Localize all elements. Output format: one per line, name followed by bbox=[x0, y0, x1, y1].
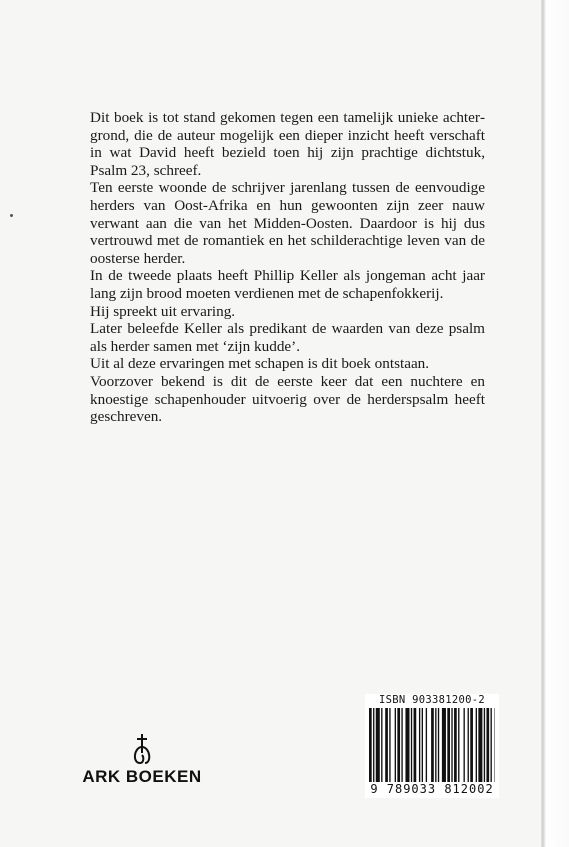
ean-digits: 9 789033 812002 bbox=[370, 782, 494, 796]
print-speck bbox=[10, 214, 13, 217]
barcode-bar bbox=[435, 708, 436, 782]
barcode-bar bbox=[385, 708, 388, 782]
barcode-bar bbox=[442, 708, 446, 782]
barcode-bar bbox=[484, 708, 485, 782]
barcode-bar bbox=[389, 708, 390, 782]
blurb-paragraph-4: Hij spreekt uit ervaring. bbox=[90, 302, 236, 320]
barcode-bar bbox=[491, 708, 492, 782]
barcode-bar bbox=[381, 708, 382, 782]
barcode-bar bbox=[470, 708, 473, 782]
barcode-bar bbox=[447, 708, 450, 782]
ark-anchor-logo-icon bbox=[129, 733, 155, 765]
blurb-paragraph-3: In de tweede plaats heeft Phillip Keller als jongeman acht jaar lang zijn brood moeten verdienen met de schapenfokkerij. bbox=[90, 267, 485, 302]
barcode-bar bbox=[373, 708, 374, 782]
barcode-bar bbox=[405, 708, 409, 782]
blurb-paragraph-6: Uit al deze ervaringen met schapen is dit boek ontstaan. bbox=[90, 355, 430, 373]
barcode-bar bbox=[414, 708, 417, 782]
barcode-bar bbox=[397, 708, 400, 782]
book-edge bbox=[541, 0, 569, 847]
barcode-bar bbox=[451, 708, 452, 782]
barcode-bar bbox=[486, 708, 489, 782]
barcode-bar bbox=[454, 708, 457, 782]
barcode-bar bbox=[422, 708, 423, 782]
blurb-text bbox=[90, 109, 485, 426]
barcode-bar bbox=[376, 708, 380, 782]
publisher-name: ARK BOEKEN bbox=[82, 767, 202, 786]
barcode-bar bbox=[369, 708, 372, 782]
barcode bbox=[365, 694, 499, 798]
barcode-bar bbox=[419, 708, 420, 782]
blurb-paragraph-2: Ten eerste woonde de schrijver jarenlang tussen de eenvoudige herders van Oost-Afrika en hun gewoonten zijn zeer nauw verwant aan die van het Midden-Oosten. Daardoor is hij dus vertrouwd met de romantiek en het schilderachtige leven van de oosterse herder. bbox=[90, 179, 485, 267]
blurb-paragraph-1: Dit boek is tot stand gekomen tegen een tamelijk unieke achtergrond, die de auteur mogelijk een dieper inzicht heeft verschaft in wat David heeft bezield toen hij zijn prachtige dichtstuk, Psalm 23, schreef. bbox=[90, 109, 485, 179]
barcode-bar bbox=[395, 708, 396, 782]
barcode-bar bbox=[426, 708, 427, 782]
barcode-bar bbox=[468, 708, 469, 782]
isbn-label: ISBN 903381200-2 bbox=[379, 694, 485, 706]
publisher-block bbox=[82, 733, 202, 787]
barcode-bar bbox=[464, 708, 465, 782]
barcode-bar bbox=[458, 708, 459, 782]
barcode-bars bbox=[369, 708, 495, 782]
blurb-paragraph-7: Voorzover bekend is dit de eerste keer dat een nuchtere en knoestige schapenhouder uitvoerig over de herderspsalm heeft geschreven. bbox=[90, 372, 485, 426]
barcode-bar bbox=[478, 708, 482, 782]
barcode-bar bbox=[401, 708, 402, 782]
barcode-bar bbox=[411, 708, 412, 782]
barcode-bar bbox=[431, 708, 434, 782]
barcode-bar bbox=[438, 708, 439, 782]
blurb-paragraph-5: Later beleefde Keller als predikant de waarden van deze psalm als herder samen met ‘zijn kudde’. bbox=[90, 320, 485, 355]
barcode-bar bbox=[476, 708, 477, 782]
